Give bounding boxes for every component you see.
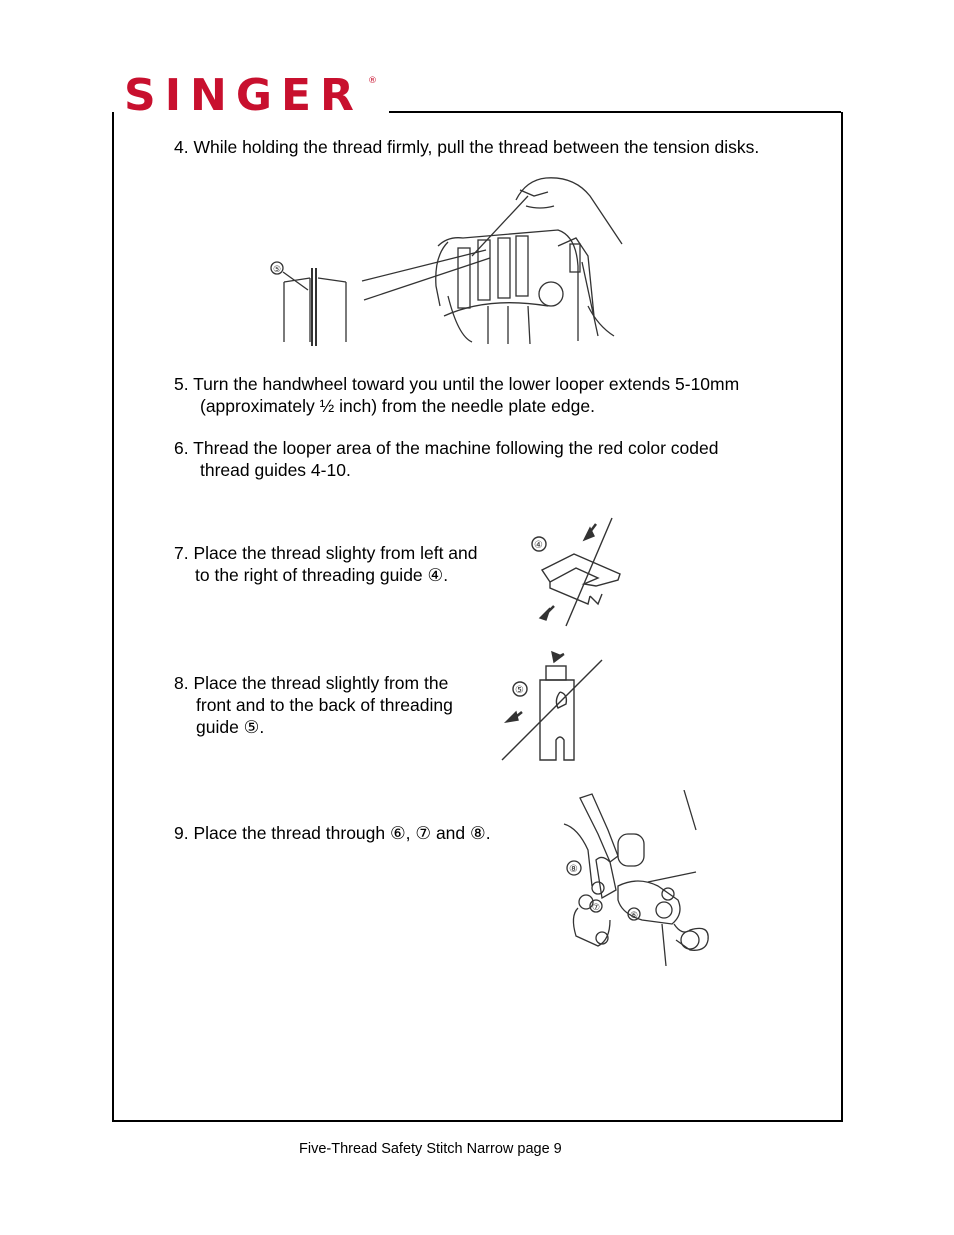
step-7 <box>174 542 478 586</box>
step-4-text: 4. While holding the thread firmly, pull the thread between the tension disks. <box>174 137 760 157</box>
page-footer: Five-Thread Safety Stitch Narrow page 9 <box>299 1141 562 1157</box>
step-5-text-line2: (approximately ½ inch) from the needle plate edge. <box>200 396 595 416</box>
step-8-text-line3: guide ⑤. <box>196 717 265 737</box>
singer-logo: SINGER <box>124 70 363 121</box>
step-9-text: 9. Place the thread through ⑥, ⑦ and ⑧. <box>174 823 491 843</box>
step-6-text-line1: 6. Thread the looper area of the machine following the red color coded <box>174 438 719 458</box>
threading-guide-5-illustration <box>498 648 608 768</box>
step-8-text-line1: 8. Place the thread slightly from the <box>174 673 449 693</box>
guide8-callout: ⑧ <box>569 864 578 875</box>
guide4-callout: ④ <box>534 540 543 551</box>
tension-callout: ⑤ <box>273 265 282 275</box>
guide7-callout: ⑦ <box>592 903 601 913</box>
step-6-text-line2: thread guides 4-10. <box>200 460 351 480</box>
step-8-text-line2: front and to the back of threading <box>196 695 453 715</box>
step-8 <box>174 672 453 738</box>
step-5-text-line1: 5. Turn the handwheel toward you until the lower looper extends 5-10mm <box>174 374 740 394</box>
step-9 <box>174 822 491 844</box>
step-7-text-line2: to the right of threading guide ④. <box>195 565 449 585</box>
guide5-callout: ⑤ <box>515 685 524 696</box>
tension-disks-illustration <box>258 166 630 350</box>
step-5 <box>174 373 739 417</box>
registered-mark: ® <box>368 76 377 86</box>
step-4 <box>174 136 759 158</box>
step-7-text-line1: 7. Place the thread slighty from left and <box>174 543 478 563</box>
guide6-callout: ⑥ <box>630 911 639 921</box>
threading-guides-678-illustration <box>558 790 718 968</box>
threading-guide-4-illustration <box>528 514 630 632</box>
step-6 <box>174 437 718 481</box>
